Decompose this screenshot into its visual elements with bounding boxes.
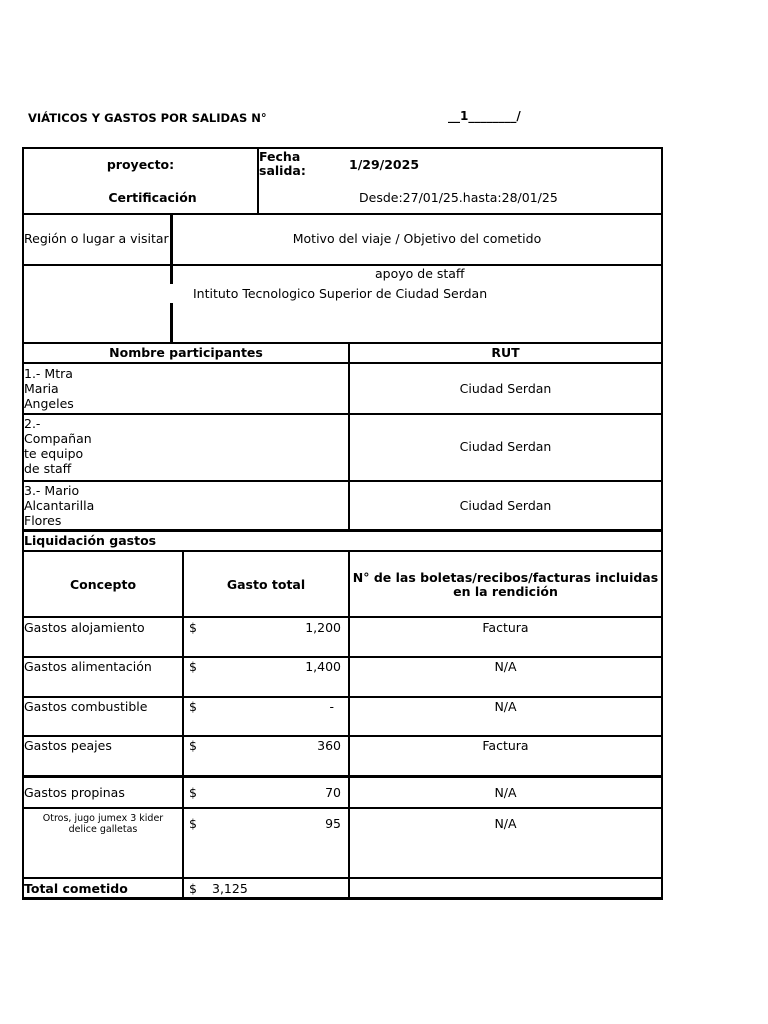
form-title: VIÁTICOS Y GASTOS POR SALIDAS N° [28,111,267,125]
expense-currency: $ [189,699,197,714]
expense-currency: $ [189,785,197,800]
expense-receipt: N/A [494,659,517,674]
project-value: Certificación [108,190,197,205]
col-concept: Concepto [69,577,137,592]
other-concept-line1: Otros, jugo jumex 3 kider [42,813,164,824]
expense-amount: - [329,699,334,714]
participant-1-rut: Ciudad Serdan [459,381,552,396]
expense-concept: Gastos alimentación [24,659,152,674]
participant-3-rut: Ciudad Serdan [459,498,552,513]
project-label: proyecto: [106,157,175,172]
liquidation-title: Liquidación gastos [24,533,157,548]
date-label-line2: salida: [259,163,306,178]
motive-line2: Intituto Tecnologico Superior de Ciudad Serdan [193,286,488,301]
total-currency: $ [189,881,197,896]
motive-line1: apoyo de staff [375,266,465,281]
region-label: Región o lugar a visitar [24,231,169,246]
participant-2-line2: Compañan [24,431,92,446]
participant-3-line2: Alcantarilla [24,498,95,513]
col-receipts-line2: en la rendición [453,584,558,599]
date-range: Desde:27/01/25.hasta:28/01/25 [359,190,558,205]
expense-currency: $ [189,659,197,674]
date-label-line1: Fecha [259,149,301,164]
expense-currency: $ [189,620,197,635]
form-number: __1________/ [448,109,521,123]
expense-receipt: Factura [482,738,529,753]
expense-concept: Gastos propinas [24,785,125,800]
other-concept-line2: delice galletas [68,824,138,835]
expense-receipt: N/A [494,699,517,714]
expense-amount: 1,200 [305,620,341,635]
participant-3-line3: Flores [24,513,62,528]
participant-2-line1: 2.- [24,416,41,431]
other-amount: 95 [325,816,341,831]
expense-concept: Gastos combustible [24,699,148,714]
participant-1-line2: Maria [24,381,59,396]
participant-2-line3: te equipo [24,446,84,461]
expense-amount: 360 [317,738,341,753]
total-label: Total cometido [24,881,128,896]
expense-concept: Gastos alojamiento [24,620,145,635]
expense-receipt: Factura [482,620,529,635]
departure-date: 1/29/2025 [349,157,420,172]
motive-label: Motivo del viaje / Objetivo del cometido [292,231,542,246]
participant-1-line1: 1.- Mtra [24,366,73,381]
col-receipts-line1: N° de las boletas/recibos/facturas incluidas [352,570,659,585]
rut-header: RUT [491,345,520,360]
expense-currency: $ [189,738,197,753]
participant-2-rut: Ciudad Serdan [459,439,552,454]
other-currency: $ [189,816,197,831]
total-amount: 3,125 [212,881,248,896]
expense-amount: 1,400 [305,659,341,674]
expense-receipt: N/A [494,785,517,800]
expense-amount: 70 [325,785,341,800]
expense-concept: Gastos peajes [24,738,112,753]
participant-1-line3: Angeles [24,396,74,411]
participant-3-line1: 3.- Mario [24,483,80,498]
other-receipt: N/A [494,816,517,831]
participants-header: Nombre participantes [109,345,263,360]
col-total: Gasto total [226,577,306,592]
participant-2-line4: de staff [24,461,72,476]
